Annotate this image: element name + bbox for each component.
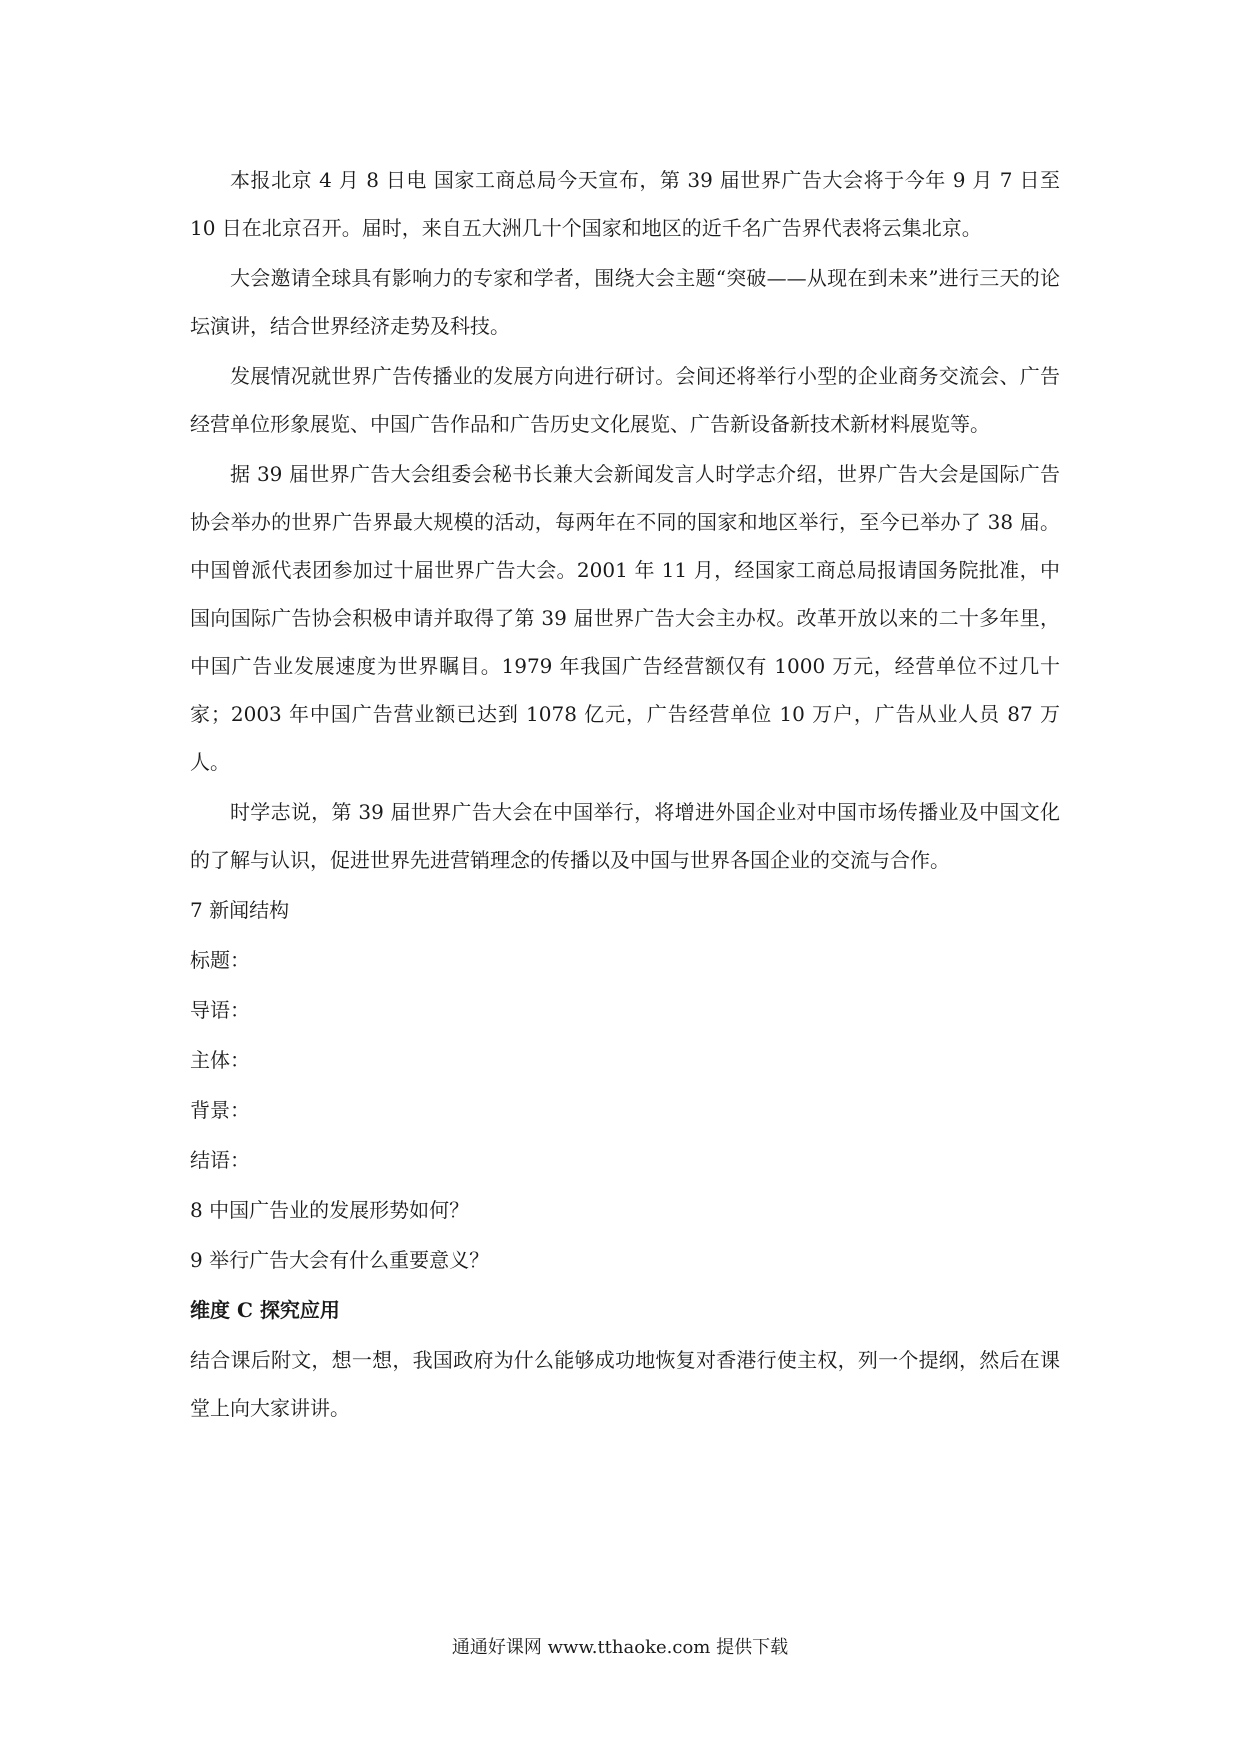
section-c-body: 结合课后附文，想一想，我国政府为什么能够成功地恢复对香港行使主权，列一个提纲，然后在课堂上向大家讲讲。 — [190, 1348, 1060, 1420]
structure-item-background: 背景： — [190, 1098, 250, 1122]
article-paragraph-5: 时学志说，第 39 届世界广告大会在中国举行，将增进外国企业对中国市场传播业及中国文化的了解与认识，促进世界先进营销理念的传播以及中国与世界各国企业的交流与合作。 — [190, 800, 1060, 872]
question-9: 9 举行广告大会有什么重要意义？ — [190, 1248, 490, 1272]
page-footer: 通通好课网 www.tthaoke.com 提供下载 — [451, 1637, 789, 1658]
structure-item-ending: 结语： — [190, 1148, 250, 1172]
article-paragraph-3: 发展情况就世界广告传播业的发展方向进行研讨。会间还将举行小型的企业商务交流会、广告经营单位形象展览、中国广告作品和广告历史文化展览、广告新设备新技术新材料展览等。 — [190, 364, 1060, 436]
question-8: 8 中国广告业的发展形势如何？ — [190, 1198, 470, 1222]
document-body — [190, 156, 1060, 1434]
article-paragraph-1: 本报北京 4 月 8 日电 国家工商总局今天宣布，第 39 届世界广告大会将于今年 9 月 7 日至 10 日在北京召开。届时，来自五大洲几十个国家和地区的近千名广告界代表将云集北京。 — [190, 168, 1060, 240]
section-c-heading: 维度 C 探究应用 — [190, 1298, 340, 1322]
structure-item-title: 标题： — [190, 948, 250, 972]
article-paragraph-4: 据 39 届世界广告大会组委会秘书长兼大会新闻发言人时学志介绍，世界广告大会是国际广告协会举办的世界广告界最大规模的活动，每两年在不同的国家和地区举行，至今已举办了 38 届。中国曾派代表团参加过十届世界广告大会。2001 年 11 月，经国家工商总局报请国务院批准，中国向国际广告协会积极申请并取得了第 39 届世界广告大会主办权。改革开放以来的二十多年里，中国广告业发展速度为世界瞩目。1979 年我国广告经营额仅有 1000 万元，经营单位不过几十家；2003 年中国广告营业额已达到 1078 亿元，广告经营单位 10 万户，广告从业人员 87 万人。 — [190, 462, 1060, 774]
article-paragraph-2: 大会邀请全球具有影响力的专家和学者，围绕大会主题“突破——从现在到未来”进行三天的论坛演讲，结合世界经济走势及科技。 — [190, 266, 1060, 338]
structure-item-lead: 导语： — [190, 998, 250, 1022]
structure-item-body: 主体： — [190, 1048, 250, 1072]
question-7-title: 7 新闻结构 — [190, 898, 290, 922]
